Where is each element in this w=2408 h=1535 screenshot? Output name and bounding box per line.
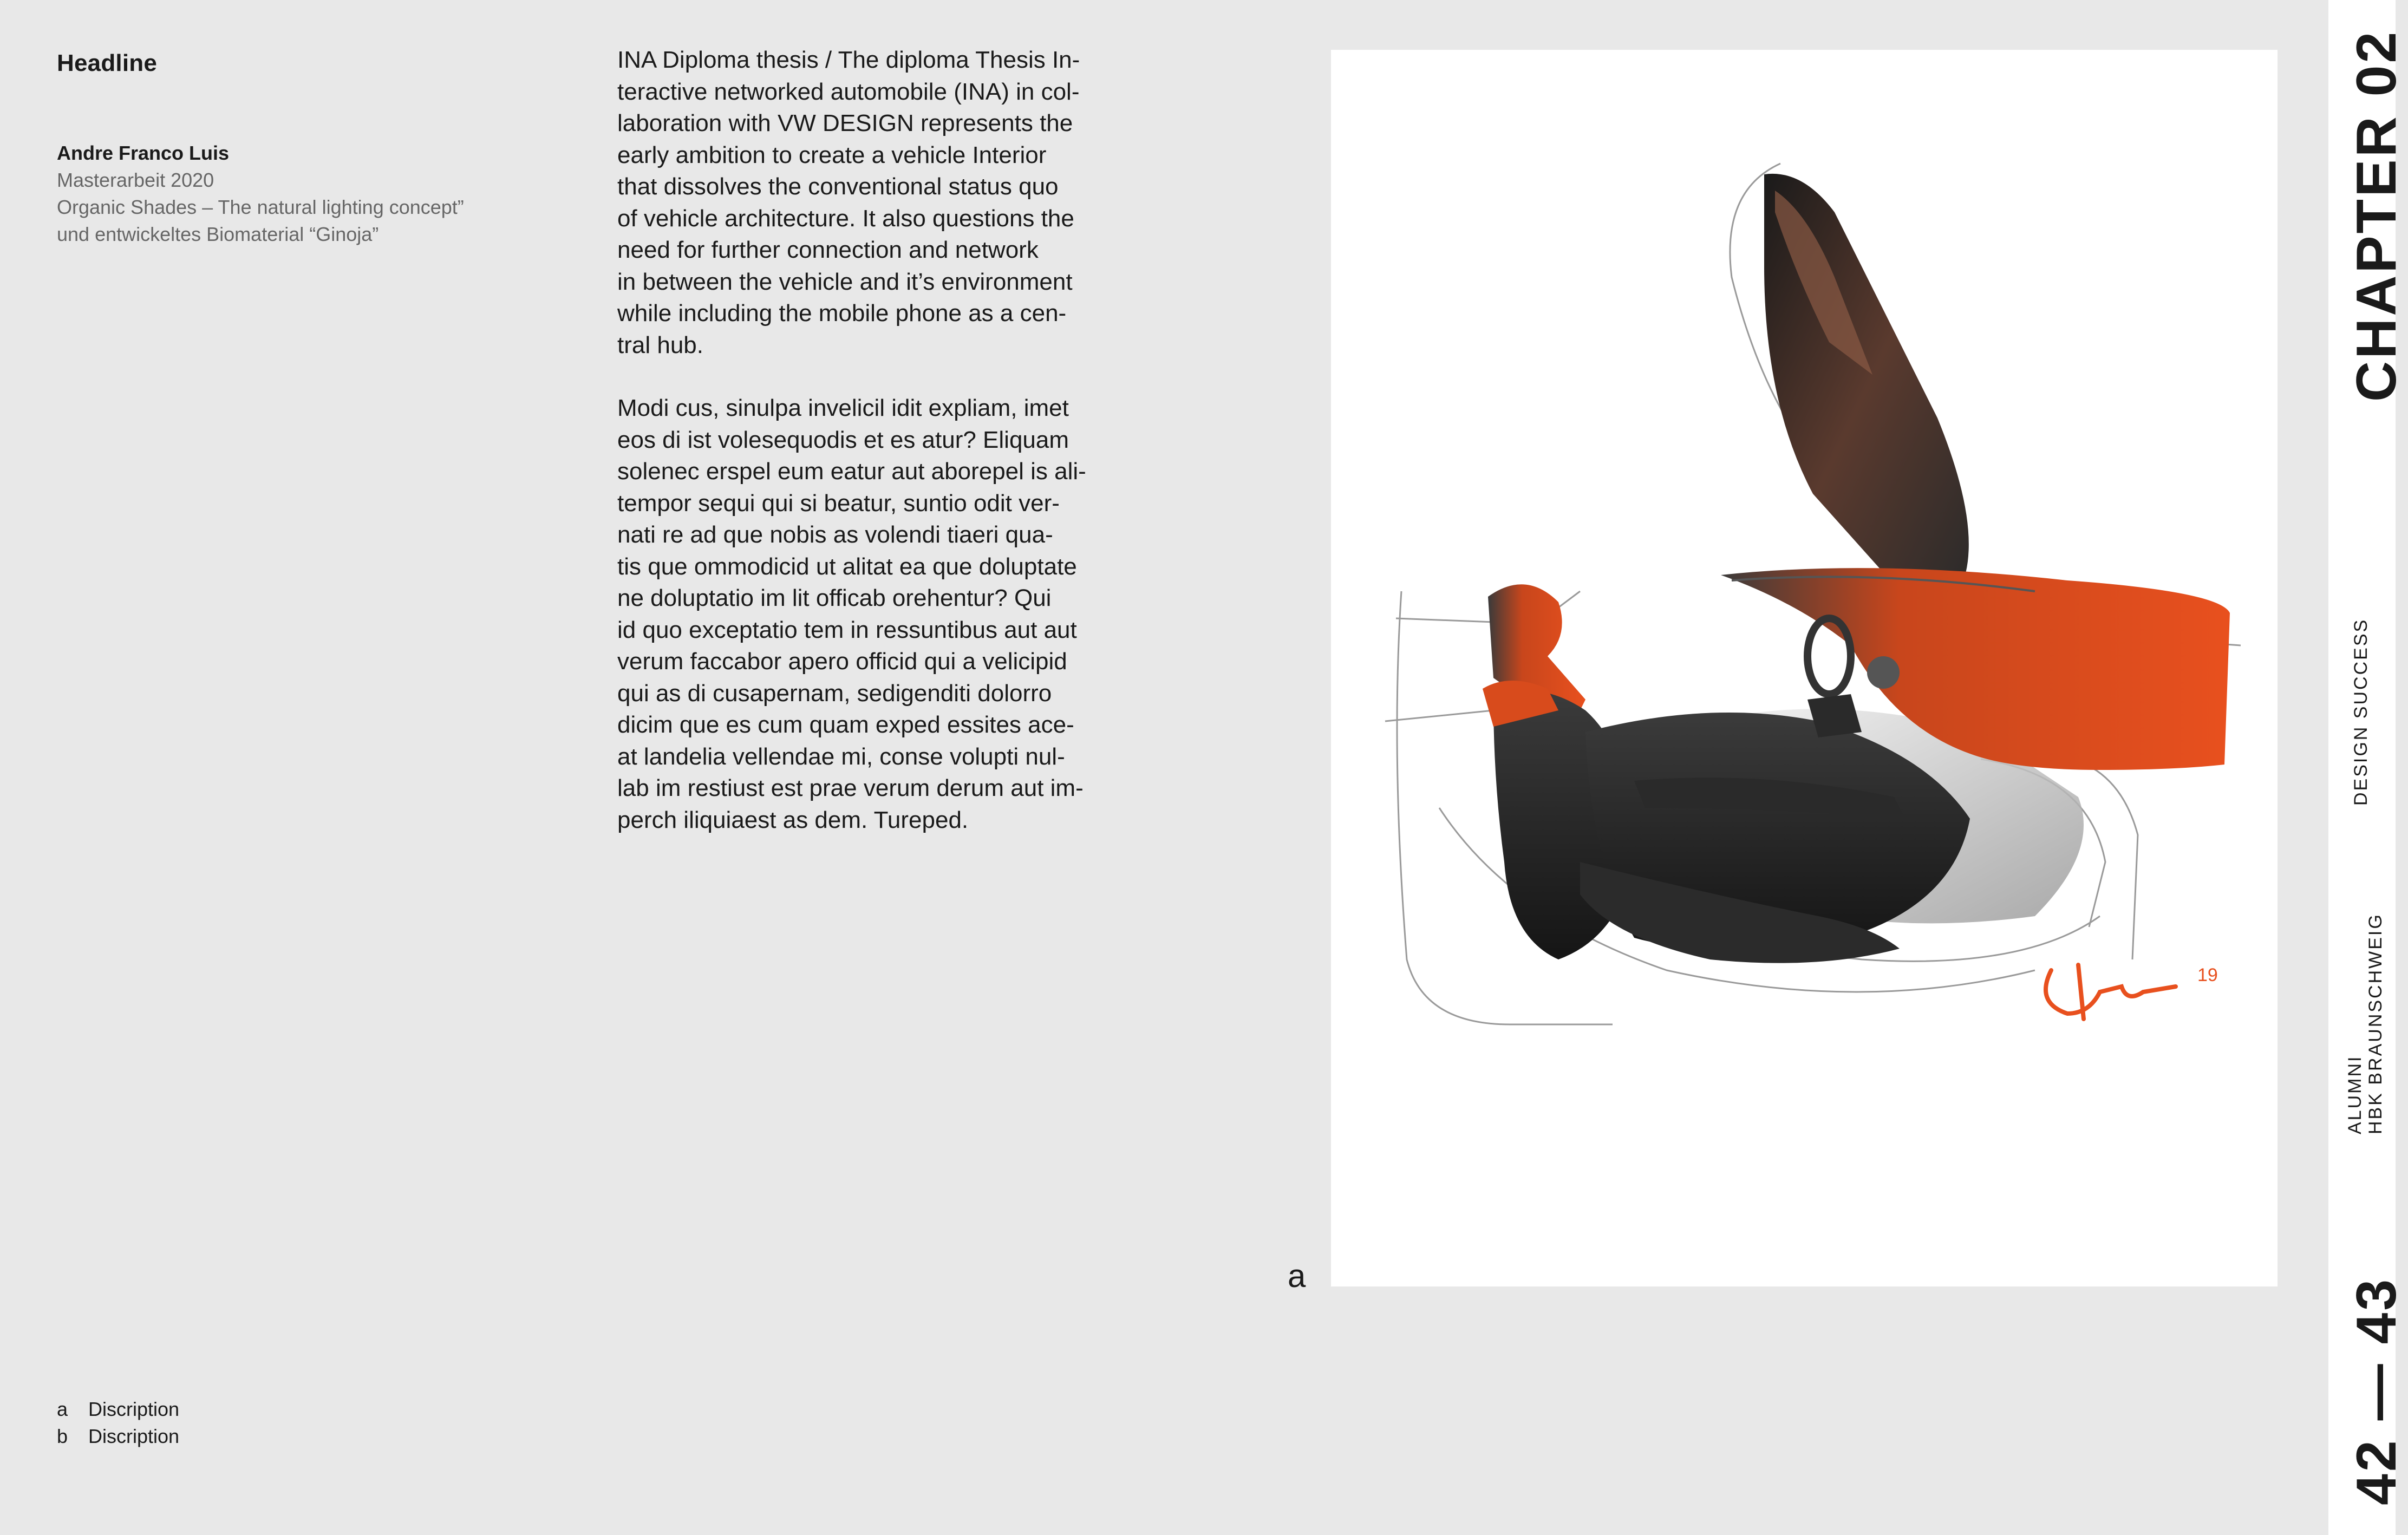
caption-letter: b: [57, 1425, 68, 1447]
caption-letter: a: [57, 1398, 68, 1420]
signature: [2046, 965, 2176, 1019]
meta-line-1: Masterarbeit 2020: [57, 169, 214, 191]
sketch-illustration: [1331, 50, 2278, 1286]
author-name: Andre Franco Luis: [57, 142, 230, 164]
body-paragraph-2: Modi cus, sinulpa invelicil idit expliam, imet eos di ist volesequodis et es atur? Eliquam solenec erspel eum eatur aut aborepel is ali- tempor sequi qui si beatur, suntio odit ver- nati re ad que nobis as volendi tiaeri qua- tis que ommodicid ut alitat ea que doluptate ne doluptatio im lit officab orehentur? Qui id quo exceptatio tem in ressuntibus aut aut verum faccabor apero officid qui a velicipid qui as di cusapernam, sedigenditi dolorro dicim que es cum quam exped essites ace- at landelia vellendae mi, conse volupti nul- lab im restiust est prae verum derum aut im- perch iliquiaest as dem. Tureped.: [617, 395, 1086, 833]
figure-label: a: [1288, 1258, 1306, 1294]
section-label: DESIGN SUCCESS: [2351, 618, 2371, 806]
alumni-line-1: ALUMNI: [2345, 1055, 2365, 1134]
author-meta: [57, 140, 544, 248]
page-numbers: 42 — 43: [2345, 1277, 2408, 1505]
alumni-line-2: HBK BRAUNSCHWEIG: [2365, 913, 2386, 1134]
body-paragraph-1: INA Diploma thesis / The diploma Thesis In- teractive networked automobile (INA) in col- laboration with VW DESIGN represents the early ambition to create a vehicle Interior that dissolves the conventional status quo of vehicle architecture. It also questions the need for further connection and network in between the vehicle and it’s environment while including the mobile phone as a cen- tral hub.: [617, 47, 1080, 358]
meta-line-3: und entwickeltes Biomaterial “Ginoja”: [57, 223, 379, 245]
caption-list: [57, 1396, 179, 1450]
caption-text: Discription: [88, 1425, 180, 1447]
car-interior-sketch: [1331, 50, 2278, 1286]
page-headline: Headline: [57, 50, 157, 76]
chapter-title: CHAPTER 02: [2345, 29, 2408, 402]
meta-line-2: Organic Shades – The natural lighting concept”: [57, 196, 464, 218]
caption-item: [57, 1396, 179, 1423]
caption-text: Discription: [88, 1398, 180, 1420]
body-text: [617, 44, 1115, 867]
caption-item: [57, 1423, 179, 1450]
alumni-label: [2345, 913, 2386, 1134]
signature-year: 19: [2197, 965, 2218, 985]
